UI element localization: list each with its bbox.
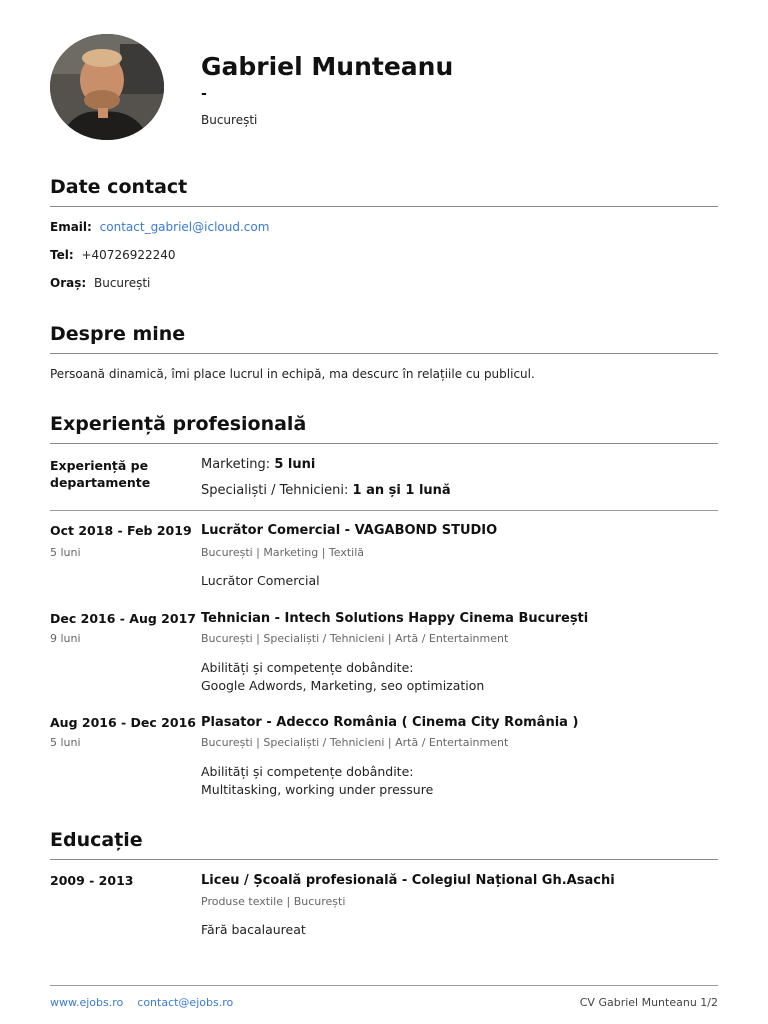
education-school: Liceu / Școală profesională - Colegiul Național Gh.Asachi [201,873,615,888]
section-divider [50,353,718,354]
tel-value: +40726922240 [81,248,176,262]
candidate-city: București [201,113,258,127]
job-date: Oct 2018 - Feb 2019 [50,523,192,538]
job-skills-label: Abilități și competențe dobândite: [201,660,414,675]
section-divider [50,859,718,860]
section-title-contact: Date contact [50,176,188,198]
section-title-education: Educație [50,829,143,851]
city-label: Oraș: [50,276,87,290]
job-meta: București | Marketing | Textilă [201,546,365,559]
candidate-name: Gabriel Munteanu [201,52,454,81]
profile-photo [50,34,164,140]
contact-email-row [50,220,269,234]
education-date: 2009 - 2013 [50,873,134,888]
job-date: Dec 2016 - Aug 2017 [50,611,196,626]
job-skills: Multitasking, working under pressure [201,782,434,797]
footer-email-link[interactable]: contact@ejobs.ro [137,996,234,1009]
footer-site-link[interactable]: www.ejobs.ro [50,996,124,1009]
job-duration: 9 luni [50,632,81,645]
departments-divider [50,510,718,511]
footer-links [50,996,247,1009]
department-duration: 5 luni [274,457,316,472]
email-link[interactable]: contact_gabriel@icloud.com [99,220,270,234]
job-meta: București | Specialiști / Tehnicieni | Artă / Entertainment [201,736,509,749]
department-name: Specialiști / Tehnicieni: [201,483,349,498]
job-skills-label: Abilități și competențe dobândite: [201,764,414,779]
education-description: Fără bacalaureat [201,922,306,937]
about-text: Persoană dinamică, îmi place lucrul in echipă, ma descurc în relațiile cu publicul. [50,367,535,381]
department-name: Marketing: [201,457,271,472]
email-label: Email: [50,220,92,234]
department-line [201,483,451,498]
education-meta: Produse textile | București [201,895,346,908]
job-title: Tehnician - Intech Solutions Happy Cinema București [201,611,589,626]
section-title-about: Despre mine [50,323,186,345]
job-meta: București | Specialiști / Tehnicieni | Artă / Entertainment [201,632,509,645]
job-skills: Google Adwords, Marketing, seo optimization [201,678,485,693]
departments-label: Experiență pe departamente [50,458,151,490]
section-divider [50,206,718,207]
department-line [201,457,315,472]
contact-tel-row [50,248,176,262]
city-value: București [94,276,151,290]
job-title: Plasator - Adecco România ( Cinema City România ) [201,715,579,730]
section-title-experience: Experiență profesională [50,413,307,435]
section-divider [50,443,718,444]
job-description: Lucrător Comercial [201,573,320,588]
candidate-subtitle: - [201,86,207,102]
cv-page [50,0,718,1024]
tel-label: Tel: [50,248,74,262]
department-duration: 1 an și 1 lună [352,483,451,498]
job-duration: 5 luni [50,546,81,559]
footer-page-number: CV Gabriel Munteanu 1/2 [579,996,718,1009]
contact-city-row [50,276,150,290]
job-title: Lucrător Comercial - VAGABOND STUDIO [201,523,498,538]
footer-divider [50,985,718,986]
job-duration: 5 luni [50,736,81,749]
job-date: Aug 2016 - Dec 2016 [50,715,196,730]
